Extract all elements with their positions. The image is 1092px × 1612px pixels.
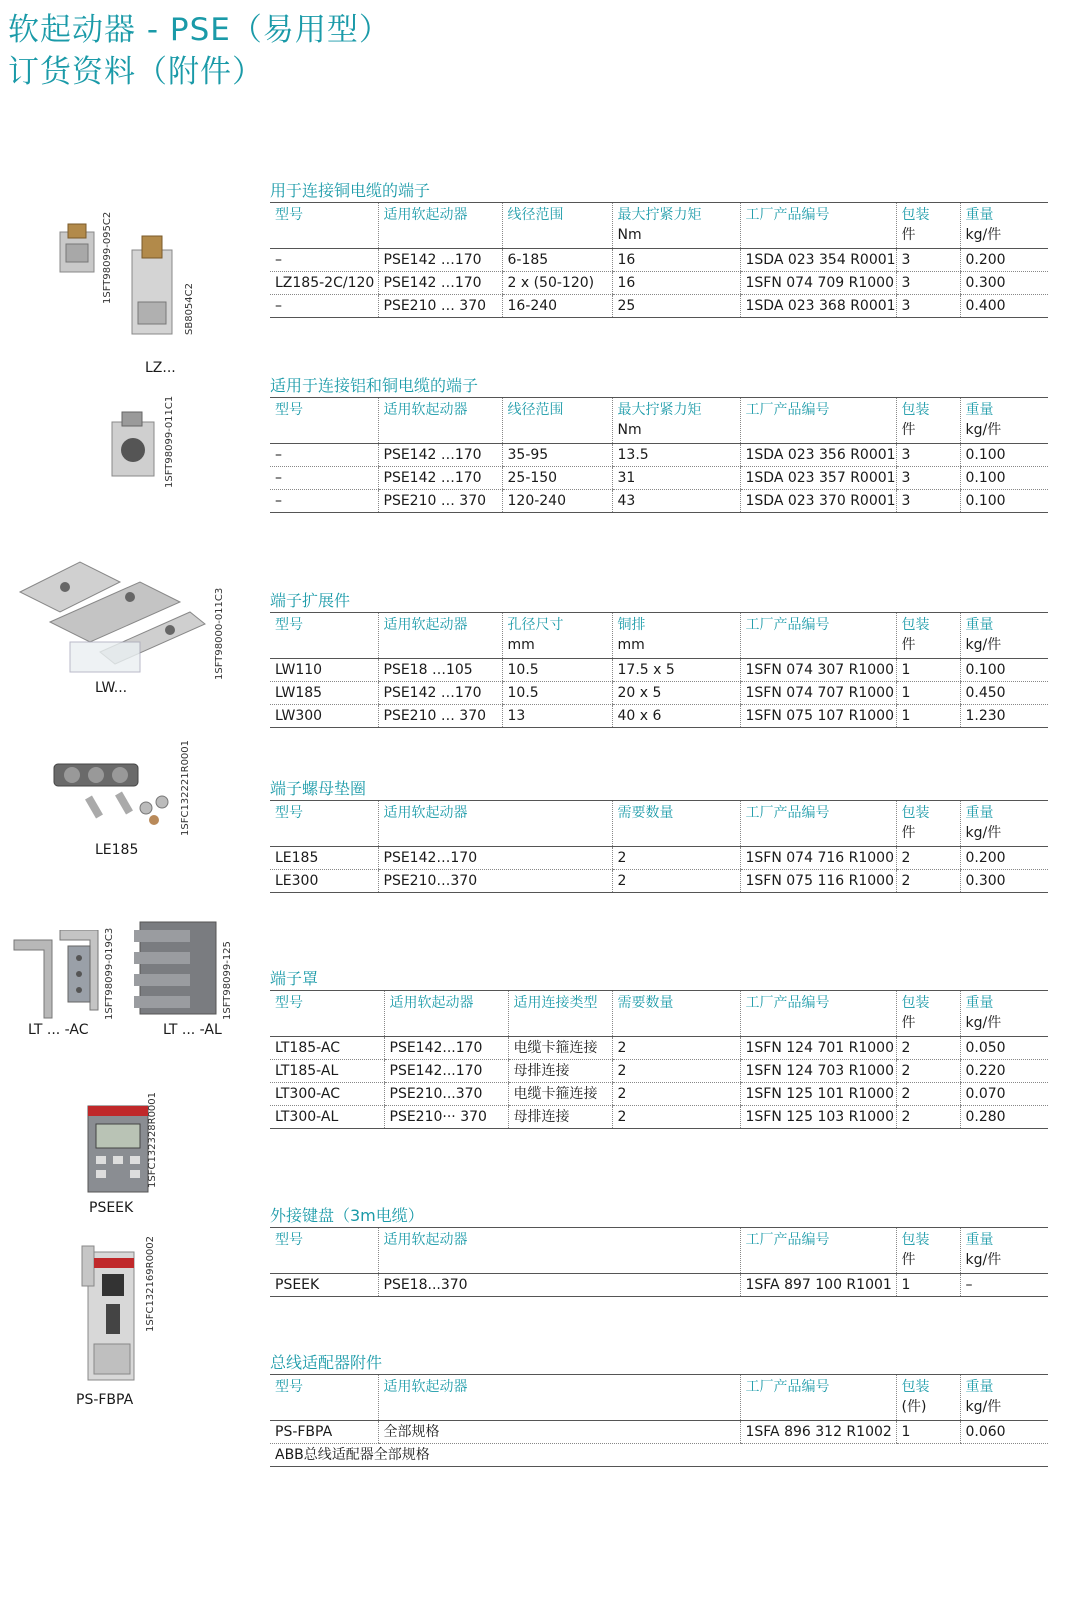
col-unit-label: Nm [617, 422, 642, 438]
table-cell: 35-95 [502, 444, 612, 467]
section-le-nuts [270, 778, 1048, 893]
al-figure-code: 1SFT98099-011C1 [164, 395, 175, 488]
table-cell: LW300 [270, 705, 378, 728]
col-header [378, 1375, 740, 1421]
col-header-label: 包装 [901, 995, 930, 1011]
col-unit-label: Nm [617, 227, 642, 243]
table-cell: 0.200 [960, 847, 1048, 870]
col-header-label: 工厂产品编号 [745, 402, 830, 418]
col-unit-label: kg/件 [965, 227, 1002, 243]
table-cell: PSE210 … 370 [378, 705, 502, 728]
col-header [960, 203, 1048, 249]
table-row [270, 1274, 1048, 1297]
col-header-label: 包装 [901, 805, 930, 821]
table-cell: 2 [896, 1037, 960, 1060]
table-cell: LE300 [270, 870, 378, 893]
table-row [270, 705, 1048, 728]
table-cell: 3 [896, 444, 960, 467]
table-cell: 0.300 [960, 870, 1048, 893]
table-cell: – [270, 467, 378, 490]
col-header-label: 需要数量 [617, 995, 674, 1011]
col-header-label: 适用软起动器 [383, 207, 468, 223]
table-row [270, 1037, 1048, 1060]
col-header [502, 203, 612, 249]
table-cell: 13.5 [612, 444, 740, 467]
col-header [896, 991, 960, 1037]
section-title: 适用于连接铝和铜电缆的端子 [270, 376, 479, 395]
lt-cover-table [270, 990, 1048, 1129]
lz-figure-code-a: 1SFT98099-095C2 [102, 211, 113, 304]
col-header-label: 线径范围 [507, 402, 564, 418]
table-cell: LW185 [270, 682, 378, 705]
col-unit-label: kg/件 [965, 422, 1002, 438]
le-nut-table [270, 800, 1048, 893]
table-cell: 母排连接 [508, 1106, 612, 1129]
table-cell: 17.5 x 5 [612, 659, 740, 682]
col-header [378, 801, 612, 847]
table-cell: 25-150 [502, 467, 612, 490]
table-cell: 0.280 [960, 1106, 1048, 1129]
table-cell: 0.100 [960, 444, 1048, 467]
table-cell: 1SDA 023 356 R0001 [740, 444, 896, 467]
lz-figure-caption: LZ... [145, 360, 176, 376]
section-lt-covers [270, 968, 1048, 1129]
table-cell: 1SFN 074 707 R1000 [740, 682, 896, 705]
col-header [740, 613, 896, 659]
table-cell: PSEEK [270, 1274, 378, 1297]
col-header [270, 1375, 378, 1421]
table-cell: PSE142...170 [384, 1060, 508, 1083]
col-header [384, 991, 508, 1037]
table-cell: PSE18...370 [378, 1274, 740, 1297]
col-header [896, 1228, 960, 1274]
col-header-label: 适用软起动器 [383, 402, 468, 418]
table-cell: 16 [612, 272, 740, 295]
section-title: 端子螺母垫圈 [270, 779, 367, 798]
table-cell: 10.5 [502, 659, 612, 682]
table-cell: 40 x 6 [612, 705, 740, 728]
col-header [612, 801, 740, 847]
col-header-label: 型号 [275, 617, 303, 633]
col-header [960, 801, 1048, 847]
col-header [270, 991, 384, 1037]
col-header-label: 包装 [901, 207, 930, 223]
fieldbus-table [270, 1374, 1048, 1467]
lt-ac-figure-caption: LT ... -AC [28, 1022, 89, 1038]
table-cell: 1SFN 125 103 R1000 [740, 1106, 896, 1129]
lw-extension-image [10, 552, 210, 682]
table-cell: PSE142 …170 [378, 444, 502, 467]
table-cell: 2 [612, 1106, 740, 1129]
fbpa-figure-code: 1SFC132169R0002 [145, 1235, 156, 1332]
table-row [270, 1106, 1048, 1129]
table-cell: 2 [612, 1037, 740, 1060]
table-cell: 1SDA 023 357 R0001 [740, 467, 896, 490]
le-nut-image [50, 758, 180, 838]
table-row [270, 1083, 1048, 1106]
table-cell: 20 x 5 [612, 682, 740, 705]
table-cell: 1 [896, 705, 960, 728]
page-subtitle: 订货资料（附件） [8, 54, 264, 90]
table-cell: 0.220 [960, 1060, 1048, 1083]
table-row [270, 272, 1048, 295]
table-row [270, 847, 1048, 870]
table-cell: PSE142 …170 [378, 272, 502, 295]
col-header [270, 398, 378, 444]
pseek-figure-caption: PSEEK [89, 1200, 134, 1216]
table-cell: 母排连接 [508, 1060, 612, 1083]
col-header-label: 包装 [901, 1232, 930, 1248]
lt-ac-cover-image [12, 930, 102, 1020]
table-cell: 3 [896, 295, 960, 318]
table-row [270, 490, 1048, 513]
table-cell: 1SFA 897 100 R1001 [740, 1274, 896, 1297]
table-cell: 2 x (50-120) [502, 272, 612, 295]
table-cell: 1 [896, 1421, 960, 1444]
table-cell: 2 [896, 870, 960, 893]
table-cell: 2 [896, 1106, 960, 1129]
col-header-label: 工厂产品编号 [745, 1379, 830, 1395]
table-cell: 2 [896, 1060, 960, 1083]
table-cell: 1SFN 074 709 R1000 [740, 272, 896, 295]
section-title: 总线适配器附件 [270, 1353, 383, 1372]
col-header-label: 包装 [901, 617, 930, 633]
col-header [740, 203, 896, 249]
le-figure-caption: LE185 [95, 842, 139, 858]
keypad-table [270, 1227, 1048, 1297]
col-header [740, 991, 896, 1037]
page-title: 软起动器 - PSE（易用型） [8, 12, 391, 48]
table-cell: PSE142...170 [384, 1037, 508, 1060]
table-cell: 3 [896, 490, 960, 513]
col-header [896, 398, 960, 444]
col-header-label: 适用软起动器 [383, 805, 468, 821]
col-header-label: 适用软起动器 [389, 995, 474, 1011]
table-cell: 1SFN 074 716 R1000 [740, 847, 896, 870]
col-header-label: 型号 [275, 805, 303, 821]
col-header-label: 包装 [901, 402, 930, 418]
col-unit-label: kg/件 [965, 1252, 1002, 1268]
table-cell: 0.300 [960, 272, 1048, 295]
table-cell: 全部规格 [378, 1421, 740, 1444]
table-cell: 1SFN 124 703 R1000 [740, 1060, 896, 1083]
col-unit-label: 件 [901, 1252, 916, 1268]
table-cell: PSE142…170 [378, 847, 612, 870]
col-header [378, 613, 502, 659]
col-header-label: 线径范围 [507, 207, 564, 223]
table-cell: 25 [612, 295, 740, 318]
table-cell: LT185-AC [270, 1037, 384, 1060]
col-header [378, 203, 502, 249]
table-cell: LT300-AC [270, 1083, 384, 1106]
table-cell: 31 [612, 467, 740, 490]
table-row [270, 1421, 1048, 1444]
le-figure-code: 1SFC132221R0001 [180, 739, 191, 836]
table-cell: 1SDA 023 368 R0001 [740, 295, 896, 318]
col-header-label: 需要数量 [617, 805, 674, 821]
lt-al-figure-caption: LT ... -AL [163, 1022, 222, 1038]
col-header [270, 203, 378, 249]
lz-figure-code-b: SB8054C2 [184, 282, 195, 335]
col-unit-label: 件 [901, 637, 916, 653]
table-note: ABB总线适配器全部规格 [270, 1444, 1048, 1467]
table-note-row [270, 1444, 1048, 1467]
col-header [378, 398, 502, 444]
col-header-label: 重量 [965, 995, 994, 1011]
col-header-label: 型号 [275, 402, 303, 418]
col-header-label: 适用软起动器 [383, 617, 468, 633]
col-header [960, 398, 1048, 444]
col-header-label: 工厂产品编号 [745, 995, 830, 1011]
table-cell: 0.200 [960, 249, 1048, 272]
table-cell: 0.060 [960, 1421, 1048, 1444]
col-unit-label: kg/件 [965, 1015, 1002, 1031]
col-header [896, 1375, 960, 1421]
lt-al-cover-image [130, 918, 220, 1016]
col-header [740, 1228, 896, 1274]
col-header-label: 适用软起动器 [383, 1232, 468, 1248]
table-row [270, 444, 1048, 467]
table-cell: LT185-AL [270, 1060, 384, 1083]
col-header-label: 工厂产品编号 [745, 207, 830, 223]
table-cell: 0.050 [960, 1037, 1048, 1060]
col-header [896, 613, 960, 659]
table-cell: LZ185-2C/120 [270, 272, 378, 295]
table-cell: 120-240 [502, 490, 612, 513]
col-header-label: 重量 [965, 805, 994, 821]
lt-al-figure-code: 1SFT98099-125 [222, 941, 233, 1020]
col-header [612, 398, 740, 444]
table-cell: 1 [896, 659, 960, 682]
col-unit-label: mm [617, 637, 645, 653]
pseek-figure-code: 1SFC132328R0001 [147, 1091, 158, 1188]
table-cell: 3 [896, 272, 960, 295]
table-cell: PS-FBPA [270, 1421, 378, 1444]
table-cell: 13 [502, 705, 612, 728]
table-cell: 1SFA 896 312 R1002 [740, 1421, 896, 1444]
table-cell: 1SFN 125 101 R1000 [740, 1083, 896, 1106]
col-header [508, 991, 612, 1037]
section-title: 端子罩 [270, 969, 319, 988]
col-header [270, 1228, 378, 1274]
col-header [270, 613, 378, 659]
col-header [740, 1375, 896, 1421]
table-cell: 3 [896, 467, 960, 490]
al-terminal-table [270, 397, 1048, 513]
col-header-label: 最大拧紧力矩 [617, 207, 702, 223]
fbpa-figure-caption: PS-FBPA [76, 1392, 134, 1408]
col-unit-label: 件 [901, 227, 916, 243]
col-header [270, 801, 378, 847]
al-terminal-image [108, 410, 158, 480]
table-cell: 1 [896, 1274, 960, 1297]
table-cell: 0.450 [960, 682, 1048, 705]
table-cell: 0.400 [960, 295, 1048, 318]
col-header-label: 重量 [965, 402, 994, 418]
table-cell: 1SFN 075 116 R1000 [740, 870, 896, 893]
col-header [960, 1375, 1048, 1421]
table-row [270, 249, 1048, 272]
section-keypad [270, 1205, 1048, 1297]
table-cell: 2 [612, 870, 740, 893]
table-cell: 电缆卡箍连接 [508, 1083, 612, 1106]
table-cell: 1SFN 124 701 R1000 [740, 1037, 896, 1060]
col-header-label: 孔径尺寸 [507, 617, 564, 633]
col-header-label: 型号 [275, 1232, 303, 1248]
col-header [960, 991, 1048, 1037]
table-cell: 10.5 [502, 682, 612, 705]
col-header [960, 613, 1048, 659]
section-lw-extension [270, 590, 1048, 728]
section-fieldbus [270, 1352, 1048, 1467]
lt-ac-figure-code: 1SFT98099-019C3 [104, 927, 115, 1020]
section-title: 外接键盘（3m电缆） [270, 1206, 424, 1225]
col-header [896, 801, 960, 847]
col-unit-label: 件 [901, 1015, 916, 1031]
table-cell: 0.100 [960, 659, 1048, 682]
cu-terminal-table [270, 202, 1048, 318]
col-unit-label: kg/件 [965, 1399, 1002, 1415]
table-cell: PSE142 …170 [378, 249, 502, 272]
table-row [270, 870, 1048, 893]
table-cell: PSE210··· 370 [384, 1106, 508, 1129]
table-cell: 2 [612, 847, 740, 870]
col-header [960, 1228, 1048, 1274]
table-cell: 6-185 [502, 249, 612, 272]
col-header-label: 铜排 [617, 617, 646, 633]
table-cell: 0.100 [960, 490, 1048, 513]
col-header-label: 适用软起动器 [383, 1379, 468, 1395]
col-header-label: 型号 [275, 1379, 303, 1395]
col-header-label: 重量 [965, 207, 994, 223]
col-header-label: 重量 [965, 1232, 994, 1248]
table-cell: PSE142 …170 [378, 467, 502, 490]
col-header [612, 203, 740, 249]
col-unit-label: kg/件 [965, 825, 1002, 841]
table-cell: 1 [896, 682, 960, 705]
section-cu-terminals [270, 180, 1048, 318]
section-al-terminals [270, 375, 1048, 513]
table-cell: 电缆卡箍连接 [508, 1037, 612, 1060]
col-header [612, 991, 740, 1037]
table-cell: 1SFN 075 107 R1000 [740, 705, 896, 728]
table-cell: 3 [896, 249, 960, 272]
table-cell: 1SDA 023 370 R0001 [740, 490, 896, 513]
table-cell: 1.230 [960, 705, 1048, 728]
col-header-label: 重量 [965, 1379, 994, 1395]
col-header-label: 型号 [275, 995, 303, 1011]
table-cell: 1SDA 023 354 R0001 [740, 249, 896, 272]
table-cell: 2 [612, 1060, 740, 1083]
table-cell: PSE142 …170 [378, 682, 502, 705]
fbpa-adapter-image [80, 1244, 144, 1384]
col-header [740, 398, 896, 444]
table-cell: – [270, 295, 378, 318]
table-cell: PSE210 … 370 [378, 490, 502, 513]
table-cell: 2 [896, 847, 960, 870]
table-cell: LE185 [270, 847, 378, 870]
table-cell: LT300-AL [270, 1106, 384, 1129]
pseek-keypad-image [86, 1104, 150, 1194]
table-cell: PSE18 …105 [378, 659, 502, 682]
table-cell: – [960, 1274, 1048, 1297]
col-header-label: 工厂产品编号 [745, 617, 830, 633]
table-cell: PSE210...370 [384, 1083, 508, 1106]
table-cell: 1SFN 074 307 R1000 [740, 659, 896, 682]
table-cell: PSE210…370 [378, 870, 612, 893]
col-header-label: 适用连接类型 [513, 995, 598, 1011]
table-cell: 0.100 [960, 467, 1048, 490]
col-header [896, 203, 960, 249]
table-cell: PSE210 … 370 [378, 295, 502, 318]
table-cell: 2 [612, 1083, 740, 1106]
table-cell: 2 [896, 1083, 960, 1106]
table-row [270, 659, 1048, 682]
col-header-label: 包装 [901, 1379, 930, 1395]
table-cell: 43 [612, 490, 740, 513]
col-header [740, 801, 896, 847]
col-unit-label: kg/件 [965, 637, 1002, 653]
table-row [270, 682, 1048, 705]
col-unit-label: 件 [901, 422, 916, 438]
table-cell: 0.070 [960, 1083, 1048, 1106]
table-row [270, 467, 1048, 490]
lw-figure-caption: LW... [95, 680, 128, 696]
table-cell: LW110 [270, 659, 378, 682]
col-header [612, 613, 740, 659]
col-header [502, 613, 612, 659]
section-title: 端子扩展件 [270, 591, 351, 610]
table-cell: – [270, 490, 378, 513]
table-cell: – [270, 444, 378, 467]
table-cell: 16-240 [502, 295, 612, 318]
col-unit-label: 件 [901, 825, 916, 841]
col-header-label: 工厂产品编号 [745, 805, 830, 821]
lz-terminal-image [50, 222, 190, 362]
col-header-label: 最大拧紧力矩 [617, 402, 702, 418]
table-row [270, 295, 1048, 318]
lw-figure-code: 1SFT98000-011C3 [214, 587, 225, 680]
col-header [502, 398, 612, 444]
section-title: 用于连接铜电缆的端子 [270, 181, 431, 200]
table-cell: – [270, 249, 378, 272]
table-row [270, 1060, 1048, 1083]
col-unit-label: mm [507, 637, 535, 653]
table-cell: 16 [612, 249, 740, 272]
col-header-label: 重量 [965, 617, 994, 633]
lw-extension-table [270, 612, 1048, 728]
col-header-label: 型号 [275, 207, 303, 223]
col-header-label: 工厂产品编号 [745, 1232, 830, 1248]
col-unit-label: (件) [901, 1399, 927, 1415]
col-header [378, 1228, 740, 1274]
